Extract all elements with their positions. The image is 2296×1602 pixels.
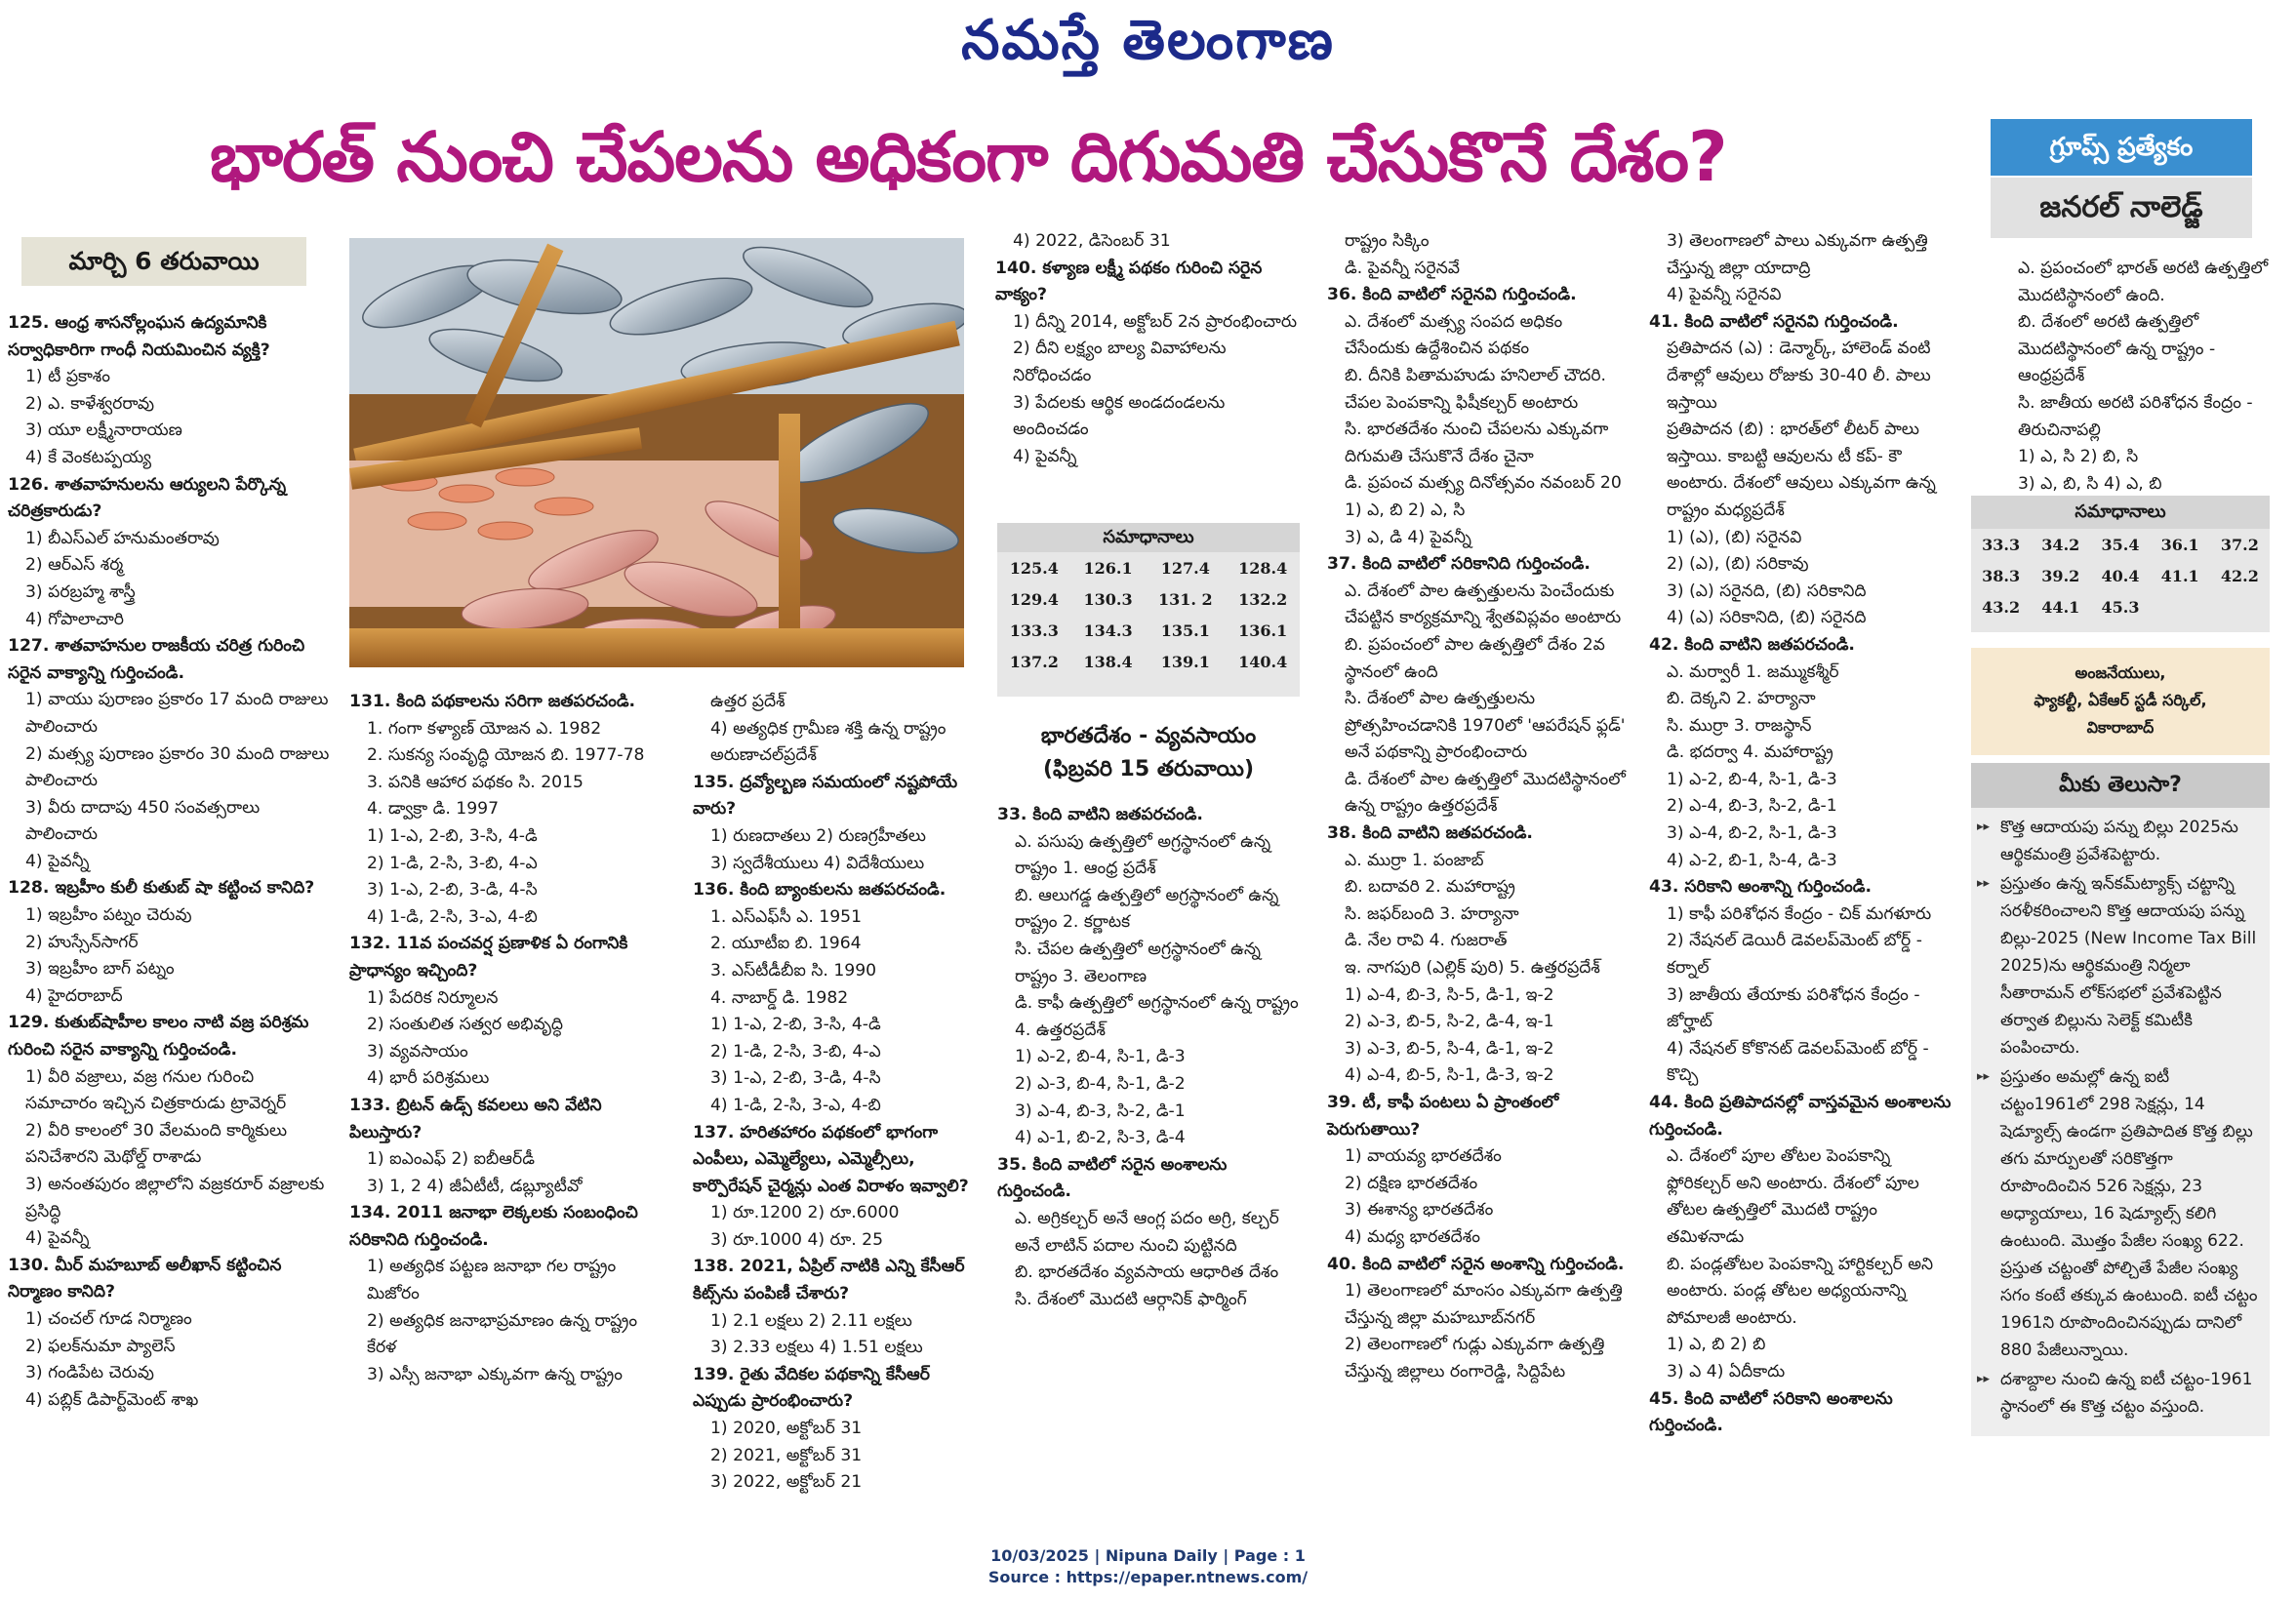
did-you-know-box bbox=[1971, 808, 2270, 1436]
fact-item: ▸▸ ప్రస్తుతం అమల్లో ఉన్న ఐటీ చట్టం1961లో 298 సెక్షన్లు, 14 షెడ్యూల్స్ ఉండగా ప్రతిపాదిత కొత్త బిల్లు తగు మార్పులతో సరికొత్తగా రూపొందించిన 526 సెక్షన్లు, 23 అధ్యాయాలు, 16 షెడ్యూల్స్ కలిగి ఉంటుంది. మొత్తం పేజీల సంఖ్య 622. ప్రస్తుత చట్టంతో పోల్చితే పేజీల సంఖ్య సగం కంటే తక్కువ ఉంటుంది. ఐటీ చట్టం 1961ని రూపొందించినప్పుడు దానిలో 880 పేజీలున్నాయి. bbox=[2000, 1063, 2262, 1364]
answers-title-2: సమాధానాలు bbox=[1971, 496, 2270, 529]
option-text: 2) వీరి కాలంలో 30 వేలమంది కార్మికులు పనిచేశారని మెథోల్డ్ రాశాడు bbox=[25, 1120, 288, 1168]
answer-row bbox=[997, 583, 1300, 615]
option-text: 4) పైవన్నీ bbox=[25, 851, 90, 871]
question-text: 140. కళ్యాణ లక్ష్మీ పథకం గురించి సరైన వాక్యం? bbox=[995, 258, 1263, 305]
fish-market-photo bbox=[349, 238, 964, 667]
answer-cell: 132.2 bbox=[1238, 589, 1288, 609]
question-text: 40. కింది వాటిలో సరైన అంశాన్ని గుర్తించండి. bbox=[1327, 1254, 1625, 1274]
option-text: 1. ఎస్‌ఎఫ్‌సీ ఎ. 1951 bbox=[710, 906, 863, 927]
answer-cell: 131. 2 bbox=[1158, 589, 1213, 609]
option-text: బి. దెక్కని 2. హర్యానా bbox=[1667, 689, 1816, 709]
column-6 bbox=[1649, 228, 1952, 1440]
option-text: 3) పరబ్రహ్మ శాస్త్రీ bbox=[25, 581, 136, 602]
option-text: డి. ప్రపంచ మత్స్య దినోత్సవం నవంబర్ 20 bbox=[1345, 473, 1622, 494]
option-text: 3) వ్యవసాయం bbox=[367, 1041, 468, 1061]
answer-cell: 33.3 bbox=[1982, 535, 2021, 554]
section-subtitle-text: (ఫిబ్రవరి 15 తరువాయి) bbox=[1043, 757, 1254, 781]
option-text: 3) ఇబ్రహీం బాగ్ పట్నం bbox=[25, 959, 175, 980]
option-text: డి. దేశంలో పాల ఉత్పత్తిలో మొదటిస్థానంలో ఉన్న రాష్ట్రం ఉత్తరప్రదేశ్ bbox=[1345, 769, 1626, 817]
answer-cell: 42.2 bbox=[2220, 566, 2259, 585]
fact-item: ▸▸ కొత్త ఆదాయపు పన్ను బిల్లు 2025ను ఆర్థికమంత్రి ప్రవేశపెట్టారు. bbox=[2000, 814, 2262, 868]
option-text: 2) ఎ-3, బి-5, సి-2, డి-4, ఇ-1 bbox=[1345, 1012, 1554, 1032]
option-text: సి. జఫర్‌బంది 3. హర్యానా bbox=[1345, 903, 1519, 924]
option-text: 3) తెలంగాణలో పాలు ఎక్కువగా ఉత్పత్తి చేస్తున్న జిల్లా యాదాద్రి bbox=[1667, 231, 1928, 278]
option-text: ఇ. నాగపురి (ఎల్లిక్ పురి) 5. ఉత్తరప్రదేశ్ bbox=[1345, 958, 1600, 979]
option-text: 3) 2.33 లక్షలు 4) 1.51 లక్షలు bbox=[710, 1338, 923, 1358]
did-you-know-title: మీకు తెలుసా? bbox=[1971, 763, 2270, 808]
fish-crates-image bbox=[349, 238, 964, 667]
option-text: ఎ. మర్వారీ 1. జమ్ముకశ్మీర్ bbox=[1667, 661, 1839, 682]
masthead: నమస్తే తెలంగాణ bbox=[961, 8, 1335, 72]
answer-cell: 37.2 bbox=[2220, 535, 2259, 554]
option-text: 3) గండిపేట చెరువు bbox=[25, 1363, 154, 1383]
fact-item: ▸▸ దశాబ్దాల నుంచి ఉన్న ఐటీ చట్టం-1961 స్థానంలో ఈ కొత్త చట్టం వస్తుంది. bbox=[2000, 1366, 2262, 1421]
question-text: 138. 2021, ఏప్రిల్ నాటికి ఎన్ని కేసీఆర్ కిట్స్‌ను పంపిణీ చేశారు? bbox=[693, 1257, 965, 1304]
option-text: ఎ. దేశంలో పాల ఉత్పత్తులను పెంచేందుకు చేపట్టిన కార్యక్రమాన్ని శ్వేతవిప్లవం అంటారు bbox=[1345, 581, 1622, 628]
answer-cell: 43.2 bbox=[1982, 597, 2021, 617]
answer-cell: 135.1 bbox=[1160, 621, 1210, 640]
answers-table-1 bbox=[997, 523, 1300, 697]
answer-cell: 36.1 bbox=[2160, 535, 2199, 554]
option-text: ఎ. దేశంలో మత్స్య సంపద అధికం చేసేందుకు ఉద్దేశించిన పథకం bbox=[1345, 311, 1563, 359]
option-text: 1) దీన్ని 2014, అక్టోబర్ 2న ప్రారంభించారు bbox=[1013, 311, 1298, 332]
option-text: 2) 1-డి, 2-సి, 3-బి, 4-ఎ bbox=[710, 1041, 881, 1061]
question-text: 139. రైతు వేదికల పథకాన్ని కేసీఆర్ ఎప్పుడు ప్రారంభించారు? bbox=[693, 1364, 930, 1412]
answer-cell: 126.1 bbox=[1083, 558, 1133, 578]
option-text: 2) హుస్సేన్‌సాగర్ bbox=[25, 932, 139, 952]
option-text: 3) పేదలకు ఆర్థిక అండదండలను అందించడం bbox=[1013, 392, 1226, 440]
answer-cell: 41.1 bbox=[2160, 566, 2199, 585]
option-text: 2) 1-డి, 2-సి, 3-బి, 4-ఎ bbox=[367, 853, 538, 873]
question-text: 39. టీ, కాఫీ పంటలు ఏ ప్రాంతంలో పెరుగుతాయి? bbox=[1327, 1093, 1559, 1140]
option-text: 1) టీ ప్రకాశం bbox=[25, 367, 110, 387]
option-text: 1) పేదరిక నిర్మూలన bbox=[367, 987, 499, 1008]
option-text: 4) ఎ-4, బి-5, సి-1, డి-3, ఇ-2 bbox=[1345, 1065, 1554, 1086]
answer-cell: 129.4 bbox=[1009, 589, 1059, 609]
headline: భారత్ నుంచి చేపలను అధికంగా దిగుమతి చేసుకొనే దేశం? bbox=[210, 117, 1727, 197]
option-text: 1) ఎ, సి 2) బి, సి bbox=[2018, 447, 2139, 467]
option-text: రాష్ట్రం సిక్కిం bbox=[1345, 231, 1430, 251]
option-text: 1) 2.1 లక్షలు 2) 2.11 లక్షలు bbox=[710, 1310, 912, 1331]
column-2 bbox=[349, 689, 652, 1388]
question-text: 33. కింది వాటిని జతపరచండి. bbox=[997, 805, 1203, 824]
option-text: 2) 2021, అక్టోబర్ 31 bbox=[710, 1445, 863, 1465]
option-text: సి. చేపల ఉత్పత్తిలో అగ్రస్థానంలో ఉన్న రాష్ట్రం 3. తెలంగాణ bbox=[1015, 939, 1261, 986]
column-7 bbox=[2000, 256, 2270, 498]
option-text: బి. భారతదేశం వ్యవసాయ ఆధారిత దేశం bbox=[1015, 1262, 1279, 1283]
answer-cell bbox=[2151, 591, 2210, 622]
option-text: 3) ఎ, బి, సి 4) ఎ, బి bbox=[2018, 473, 2162, 494]
option-text: 3) ఎ, డి 4) పైవన్నీ bbox=[1345, 527, 1471, 547]
option-text: 2) ఎ-3, బి-4, సి-1, డి-2 bbox=[1015, 1073, 1186, 1094]
option-text: 3) 2022, అక్టోబర్ 21 bbox=[710, 1472, 863, 1493]
answer-cell bbox=[2210, 591, 2270, 622]
option-text: 2. యూటీఐ బి. 1964 bbox=[710, 934, 862, 954]
author-role: ఫ్యాకల్టీ, ఏకేఆర్ స్టడీ సర్కిల్, bbox=[2034, 691, 2207, 709]
option-text: 1) ఎ-2, బి-4, సి-1, డి-3 bbox=[1015, 1047, 1186, 1067]
option-text: 1) వాయు పురాణం ప్రకారం 17 మంది రాజులు పాలించారు bbox=[25, 690, 329, 737]
answer-row bbox=[997, 552, 1300, 583]
option-text: 4) 1-డి, 2-సి, 3-ఎ, 4-బి bbox=[367, 906, 538, 927]
answer-cell: 125.4 bbox=[1009, 558, 1059, 578]
option-text: సి. జాతీయ అరటి పరిశోధన కేంద్రం - తిరుచినాపల్లి bbox=[2018, 392, 2253, 440]
option-text: 2) దీని లక్ష్యం బాల్య వివాహాలను నిరోధించడం bbox=[1013, 339, 1227, 385]
answer-cell: 134.3 bbox=[1083, 621, 1133, 640]
option-text: 4) ఎ-1, బి-2, సి-3, డి-4 bbox=[1015, 1128, 1186, 1148]
option-text: 1) 2020, అక్టోబర్ 31 bbox=[710, 1419, 863, 1439]
footer bbox=[0, 1545, 2296, 1588]
option-text: 1) ఎ, బి 2) బి bbox=[1667, 1335, 1766, 1355]
answers-title: సమాధానాలు bbox=[997, 523, 1300, 552]
category-label: జనరల్ నాలెడ్జ్ bbox=[1991, 178, 2252, 238]
option-text: 1) కాఫీ పరిశోధన కేంద్రం - చిక్ మగళూరు bbox=[1667, 903, 1932, 924]
question-text: 35. కింది వాటిలో సరైన అంశాలను గుర్తించండి. bbox=[997, 1154, 1228, 1202]
option-text: 1) ఐఎంఎఫ్ 2) ఐబీఆర్‌డీ bbox=[367, 1149, 535, 1170]
answer-cell: 35.4 bbox=[2101, 535, 2140, 554]
option-text: డి. కాఫీ ఉత్పత్తిలో అగ్రస్థానంలో ఉన్న రాష్ట్రం 4. ఉత్తరప్రదేశ్ bbox=[1015, 993, 1299, 1040]
author-name: అంజనేయులు, bbox=[2074, 663, 2166, 682]
answer-cell: 40.4 bbox=[2101, 566, 2140, 585]
option-text: 4. డ్వాక్రా డి. 1997 bbox=[367, 799, 500, 820]
option-text: 3) ఈశాన్య భారతదేశం bbox=[1345, 1200, 1494, 1221]
option-text: 4) కే వెంకటప్పయ్య bbox=[25, 447, 151, 467]
question-text: 137. హరితహారం పథకంలో భాగంగా ఎంపీలు, ఎమ్మెల్యేలు, ఎమ్మెల్సీలు, కార్పొరేషన్ చైర్మన్లు ఎంత విరాళం ఇవ్వాలి? bbox=[693, 1122, 969, 1196]
special-label: గ్రూప్స్ ప్రత్యేకం bbox=[1991, 119, 2252, 176]
option-text: 2) అత్యధిక జనాభాప్రమాణం ఉన్న రాష్ట్రం కేరళ bbox=[367, 1310, 638, 1358]
option-text: ఉత్తర ప్రదేశ్ bbox=[710, 692, 785, 711]
answer-row bbox=[997, 646, 1300, 677]
option-text: 4. నాబార్డ్ డి. 1982 bbox=[710, 987, 849, 1008]
question-text: 134. 2011 జనాభా లెక్కలకు సంబంధించి సరికానిది గుర్తించండి. bbox=[349, 1203, 638, 1250]
question-text: 45. కింది వాటిలో సరికాని అంశాలను గుర్తించండి. bbox=[1649, 1388, 1893, 1436]
answer-cell: 136.1 bbox=[1238, 621, 1288, 640]
option-text: 1) వీరి వజ్రాలు, వజ్ర గనుల గురించి సమాచారం ఇచ్చిన చిత్రకారుడు ట్రావెర్నర్ bbox=[25, 1066, 287, 1114]
option-text: సి. భారతదేశం నుంచి చేపలను ఎక్కువగా దిగుమతి చేసుకొనే దేశం చైనా bbox=[1345, 420, 1609, 466]
answer-cell: 139.1 bbox=[1160, 652, 1210, 671]
question-text: 41. కింది వాటిలో సరైనవి గుర్తించండి. bbox=[1649, 311, 1899, 332]
answer-cell: 140.4 bbox=[1238, 652, 1288, 671]
option-text: 4) (ఎ) సరికానిది, (బి) సరైనది bbox=[1667, 608, 1867, 628]
option-text: 3) 1, 2 4) జీఏటీటీ, డబ్ల్యూటీవో bbox=[367, 1176, 583, 1196]
option-text: బి. ప్రపంచంలో పాల ఉత్పత్తిలో దేశం 2వ స్థానంలో ఉంది bbox=[1345, 634, 1605, 682]
option-text: 3) ఎ-3, బి-5, సి-4, డి-1, ఇ-2 bbox=[1345, 1038, 1554, 1059]
answer-cell: 137.2 bbox=[1009, 652, 1059, 671]
option-text: 4) అత్యధిక గ్రామీణ శక్తి ఉన్న రాష్ట్రం అరుణాచల్‌ప్రదేశ్ bbox=[710, 718, 947, 766]
column-1 bbox=[8, 310, 330, 1414]
answer-cell: 127.4 bbox=[1160, 558, 1210, 578]
option-text: 2. సుకన్య సంవృద్ధి యోజన బి. 1977-78 bbox=[367, 745, 645, 766]
option-text: బి. దేశంలో అరటి ఉత్పత్తిలో మొదటిస్థానంలో ఉన్న రాష్ట్రం - ఆంధ్రప్రదేశ్ bbox=[2018, 312, 2216, 386]
option-text: డి. పైవన్నీ సరైనవే bbox=[1345, 258, 1461, 278]
answer-cell: 133.3 bbox=[1009, 621, 1059, 640]
option-text: 2) ఎ-4, బి-3, సి-2, డి-1 bbox=[1667, 796, 1837, 817]
option-text: 3) ఎ-4, బి-2, సి-1, డి-3 bbox=[1667, 823, 1837, 844]
option-text: 4) 1-డి, 2-సి, 3-ఎ, 4-బి bbox=[710, 1095, 881, 1115]
column-3-top bbox=[995, 228, 1298, 470]
question-text: 135. ద్రవ్యోల్బణ సమయంలో నష్టపోయే వారు? bbox=[693, 772, 958, 820]
answer-cell: 45.3 bbox=[2101, 597, 2140, 617]
answer-row bbox=[997, 615, 1300, 646]
option-text: 2) తెలంగాణలో గుడ్లు ఎక్కువగా ఉత్పత్తి చేస్తున్న జిల్లాలు రంగారెడ్డి, సిద్దిపేట bbox=[1345, 1335, 1605, 1382]
answer-cell: 130.3 bbox=[1083, 589, 1133, 609]
option-text: 1) బీఎస్ఎల్ హనుమంతరావు bbox=[25, 528, 220, 548]
option-text: ఎ. దేశంలో పూల తోటల పెంపకాన్ని ఫ్లోరికల్చర్ అని అంటారు. దేశంలో పూల తోటల ఉత్పత్తిలో మొదటి రాష్ట్రం తమిళనాడు bbox=[1667, 1146, 1919, 1247]
column-5 bbox=[1327, 228, 1630, 1386]
question-text: 127. శాతవాహనుల రాజకీయ చరిత్ర గురించి సరైన వాక్యాన్ని గుర్తించండి. bbox=[8, 636, 305, 683]
answer-row bbox=[1971, 560, 2270, 591]
option-text: 4) మధ్య భారతదేశం bbox=[1345, 1226, 1480, 1247]
option-text: 2) దక్షిణ భారతదేశం bbox=[1345, 1173, 1478, 1193]
question-text: 133. బ్రిటన్ ఉడ్స్ కవలలు అని వేటిని పిలుస్తారు? bbox=[349, 1095, 602, 1142]
fact-item: ▸▸ ప్రస్తుతం ఉన్న ఇన్‌కమ్‌ట్యాక్స్ చట్టాన్ని సరళీకరించాలని కొత్త ఆదాయపు పన్ను బిల్లు-2025 (New Income Tax Bill 2025)ను ఆర్థికమంత్రి నిర్మలా సీతారామన్ లోక్‌సభలో ప్రవేశపెట్టిన తర్వాత బిల్లును సెలెక్ట్ కమిటీకి పంపించారు. bbox=[2000, 870, 2262, 1061]
option-text: 3) ఎ-4, బి-3, సి-2, డి-1 bbox=[1015, 1101, 1186, 1121]
footer-date-line: 10/03/2025 | Nipuna Daily | Page : 1 bbox=[990, 1546, 1306, 1565]
option-text: 1) తెలంగాణలో మాంసం ఎక్కువగా ఉత్పత్తి చేస్తున్న జిల్లా మహబూబ్‌నగర్ bbox=[1345, 1281, 1623, 1328]
option-text: బి. పండ్లతోటల పెంపకాన్ని హార్టికల్చర్ అని అంటారు. పండ్ల తోటల అధ్యయనాన్ని పోమాలజీ అంటారు. bbox=[1667, 1254, 1934, 1328]
option-text: 2) ఎ. కాళేశ్వరరావు bbox=[25, 393, 155, 414]
question-text: 125. ఆంధ్ర శాసనోల్లంఘన ఉద్యమానికి సర్వాధికారిగా గాంధీ నియమించిన వ్యక్తి? bbox=[8, 313, 270, 360]
section-tag: మార్చి 6 తరువాయి bbox=[21, 237, 306, 286]
answer-row bbox=[1971, 591, 2270, 622]
option-text: 3) జాతీయ తేయాకు పరిశోధన కేంద్రం - జోర్హాట్ bbox=[1667, 984, 1920, 1032]
question-text: 126. శాతవాహనులను ఆర్యులని పేర్కొన్న చరిత్రకారుడు? bbox=[8, 474, 287, 522]
option-text: ఎ. పసుపు ఉత్పత్తిలో అగ్రస్థానంలో ఉన్న రాష్ట్రం 1. ఆంధ్ర ప్రదేశ్ bbox=[1015, 831, 1271, 879]
option-text: 1) ఎ-4, బి-3, సి-5, డి-1, ఇ-2 bbox=[1345, 984, 1554, 1005]
option-text: 4) పైవన్నీ సరైనవి bbox=[1667, 285, 1782, 305]
option-text: 1) వాయవ్య భారతదేశం bbox=[1345, 1146, 1502, 1167]
option-text: ఎ. ప్రపంచంలో భారత్ అరటి ఉత్పత్తిలో మొదటిస్థానంలో ఉంది. bbox=[2018, 259, 2269, 305]
option-text: బి. బదావరి 2. మహారాష్ట్ర bbox=[1345, 877, 1515, 898]
question-text: 129. కుతుబ్‌షాహీల కాలం నాటి వజ్ర పరిశ్రమ గురించి సరైన వాక్యాన్ని గుర్తించండి. bbox=[8, 1013, 309, 1061]
option-text: 3) అనంతపురం జిల్లాలోని వజ్రకరూర్ వజ్రాలకు ప్రసిద్ధి bbox=[25, 1175, 325, 1222]
answer-cell: 34.2 bbox=[2041, 535, 2080, 554]
option-text: 1) అత్యధిక పట్టణ జనాభా గల రాష్ట్రం మిజోరం bbox=[367, 1257, 617, 1304]
option-text: 4) పబ్లిక్ డిపార్ట్‌మెంట్ శాఖ bbox=[25, 1389, 199, 1410]
option-text: 4) ఎ-2, బి-1, సి-4, డి-3 bbox=[1667, 850, 1837, 870]
option-text: 2) నేషనల్ డెయిరీ డెవలప్‌మెంట్ బోర్డ్ - కర్నాల్ bbox=[1667, 931, 1922, 979]
question-text: 131. కింది పథకాలను సరిగా జతపరచండి. bbox=[349, 692, 636, 711]
answer-cell: 38.3 bbox=[1982, 566, 2021, 585]
question-text: 36. కింది వాటిలో సరైనవి గుర్తించండి. bbox=[1327, 285, 1577, 305]
option-text: 3) ఎ 4) ఏదీకాదు bbox=[1667, 1361, 1786, 1382]
option-text: 4) 2022, డిసెంబర్ 31 bbox=[1013, 231, 1171, 251]
option-text: సి. ముర్రా 3. రాజస్థాన్ bbox=[1667, 715, 1812, 736]
option-text: 1) రుణదాతలు 2) రుణగ్రహీతలు bbox=[710, 825, 927, 846]
option-text: డి. భదర్వా 4. మహారాష్ట్ర bbox=[1667, 742, 1833, 763]
question-text: 130. మీర్ మహబూబ్ అలీఖాన్ కట్టించిన నిర్మాణం కానిది? bbox=[8, 1255, 282, 1302]
option-text: 1) 1-ఎ, 2-బి, 3-సి, 4-డి bbox=[367, 825, 538, 846]
option-text: 1) ఎ, బి 2) ఎ, సి bbox=[1345, 500, 1466, 520]
section-title-text: భారతదేశం - వ్యవసాయం bbox=[1040, 724, 1257, 748]
option-text: డి. నేల రావి 4. గుజరాత్ bbox=[1345, 931, 1508, 951]
option-text: 1) ఎ-2, బి-4, సి-1, డి-3 bbox=[1667, 769, 1837, 789]
option-text: ఎ. ముర్రా 1. పంజాబ్ bbox=[1345, 850, 1484, 870]
question-text: 136. కింది బ్యాంకులను జతపరచండి. bbox=[693, 880, 947, 901]
option-text: సి. దేశంలో మొదటి ఆర్గానిక్ ఫార్మింగ్ bbox=[1015, 1289, 1247, 1309]
option-text: 1) ఇబ్రహీం పట్నం చెరువు bbox=[25, 905, 192, 926]
question-text: 42. కింది వాటిని జతపరచండి. bbox=[1649, 634, 1855, 655]
option-text: 4) హైదరాబాద్ bbox=[25, 985, 123, 1006]
option-text: 1) (ఎ), (బి) సరైనవి bbox=[1667, 527, 1802, 547]
option-text: 2) మత్స్య పురాణం ప్రకారం 30 మంది రాజులు పాలించారు bbox=[25, 743, 330, 791]
option-text: 3) ఎస్సీ జనాభా ఎక్కువగా ఉన్న రాష్ట్రం bbox=[367, 1364, 623, 1384]
option-text: 4) పైవన్నీ bbox=[1013, 446, 1077, 466]
option-text: ప్రతిపాదన (బి) : భారత్‌లో లీటర్ పాలు ఇస్తాయి. కాబట్టి ఆవులను టీ కప్- కౌ అంటారు. దేశంలో ఆవులు ఎక్కువగా ఉన్న రాష్ట్రం మధ్యప్రదేశ్ bbox=[1667, 420, 1936, 520]
section-title bbox=[997, 720, 1300, 786]
author-place: వికారాబాద్ bbox=[2086, 718, 2155, 737]
column-3 bbox=[693, 689, 976, 1497]
answer-cell: 39.2 bbox=[2041, 566, 2080, 585]
column-4 bbox=[997, 802, 1300, 1313]
option-text: 1) చంచల్ గూడ నిర్మాణం bbox=[25, 1308, 192, 1329]
question-text: 132. 11వ పంచవర్ష ప్రణాళిక ఏ రంగానికి ప్రాధాన్యం ఇచ్చింది? bbox=[349, 934, 628, 981]
option-text: 2) సంతులిత సత్వర అభివృద్ధి bbox=[367, 1015, 563, 1035]
option-text: 3. పనికి ఆహార పథకం సి. 2015 bbox=[367, 772, 584, 792]
answers-table-2 bbox=[1971, 496, 2270, 632]
question-text: 43. సరికాని అంశాన్ని గుర్తించండి. bbox=[1649, 877, 1873, 898]
option-text: 3) (ఎ) సరైనది, (బి) సరికానిది bbox=[1667, 581, 1867, 601]
option-text: 2) (ఎ), (బి) సరికావు bbox=[1667, 554, 1809, 575]
option-text: 2) ఫలక్‌నుమా ప్యాలెస్ bbox=[25, 1336, 176, 1356]
footer-source-line: Source : https://epaper.ntnews.com/ bbox=[987, 1568, 1309, 1586]
option-text: బి. దీనికి పితామహుడు హనిలాల్ చౌదరి. చేపల పెంపకాన్ని ఫిషీకల్చర్ అంటారు bbox=[1345, 365, 1607, 413]
option-text: 3) స్వదేశీయులు 4) విదేశీయులు bbox=[710, 853, 925, 873]
option-text: 4) భారీ పరిశ్రమలు bbox=[367, 1068, 490, 1089]
option-text: 3) 1-ఎ, 2-బి, 3-డి, 4-సి bbox=[367, 880, 538, 901]
question-text: 128. ఇబ్రహీం కులీ కుతుబ్ షా కట్టించ కానిది? bbox=[8, 878, 315, 899]
question-text: 44. కింది ప్రతిపాదనల్లో వాస్తవమైన అంశాలను గుర్తించండి. bbox=[1649, 1093, 1952, 1140]
option-text: 4) నేషనల్ కోకొనట్ డెవలప్‌మెంట్ బోర్డ్ - కొచ్చి bbox=[1667, 1038, 1929, 1086]
answer-cell: 44.1 bbox=[2041, 597, 2080, 617]
option-text: 1) 1-ఎ, 2-బి, 3-సి, 4-డి bbox=[710, 1015, 881, 1035]
answer-cell: 138.4 bbox=[1083, 652, 1133, 671]
answer-cell: 128.4 bbox=[1238, 558, 1288, 578]
answer-row bbox=[1971, 529, 2270, 560]
option-text: 1. గంగా కళ్యాణ్ యోజన ఎ. 1982 bbox=[367, 718, 602, 739]
author-box bbox=[1971, 648, 2270, 755]
option-text: 3) రూ.1000 4) రూ. 25 bbox=[710, 1229, 884, 1250]
option-text: ఎ. అగ్రికల్చర్ అనే ఆంగ్ల పదం అగ్రి, కల్చర్ అనే లాటిన్ పదాల నుంచి పుట్టినది bbox=[1015, 1208, 1279, 1256]
option-text: ప్రతిపాదన (ఎ) : డెన్మార్క్, హాలెండ్ వంటి దేశాల్లో ఆవులు రోజుకు 30-40 లీ. పాలు ఇస్తాయి bbox=[1667, 339, 1931, 413]
option-text: 1) రూ.1200 2) రూ.6000 bbox=[710, 1203, 900, 1223]
option-text: 2) ఆర్ఎస్ శర్మ bbox=[25, 555, 124, 576]
option-text: 3) 1-ఎ, 2-బి, 3-డి, 4-సి bbox=[710, 1068, 881, 1089]
option-text: 3) వీరు దాదాపు 450 సంవత్సరాలు పాలించారు bbox=[25, 797, 261, 845]
question-text: 38. కింది వాటిని జతపరచండి. bbox=[1327, 823, 1533, 844]
option-text: బి. ఆలుగడ్డ ఉత్పత్తిలో అగ్రస్థానంలో ఉన్న రాష్ట్రం 2. కర్ణాటక bbox=[1015, 885, 1279, 933]
option-text: 4) పైవన్నీ bbox=[25, 1228, 90, 1249]
option-text: 3) యూ లక్ష్మీనారాయణ bbox=[25, 421, 182, 441]
question-text: 37. కింది వాటిలో సరికానిది గుర్తించండి. bbox=[1327, 554, 1591, 575]
option-text: 4) గోపాలాచారి bbox=[25, 609, 124, 629]
option-text: 3. ఎస్‌టీడీబీఐ సి. 1990 bbox=[710, 960, 877, 981]
option-text: సి. దేశంలో పాల ఉత్పత్తులను ప్రోత్సహించడానికి 1970లో 'ఆపరేషన్ ఫ్లడ్' అనే పథకాన్ని ప్రారంభించారు bbox=[1345, 689, 1626, 763]
